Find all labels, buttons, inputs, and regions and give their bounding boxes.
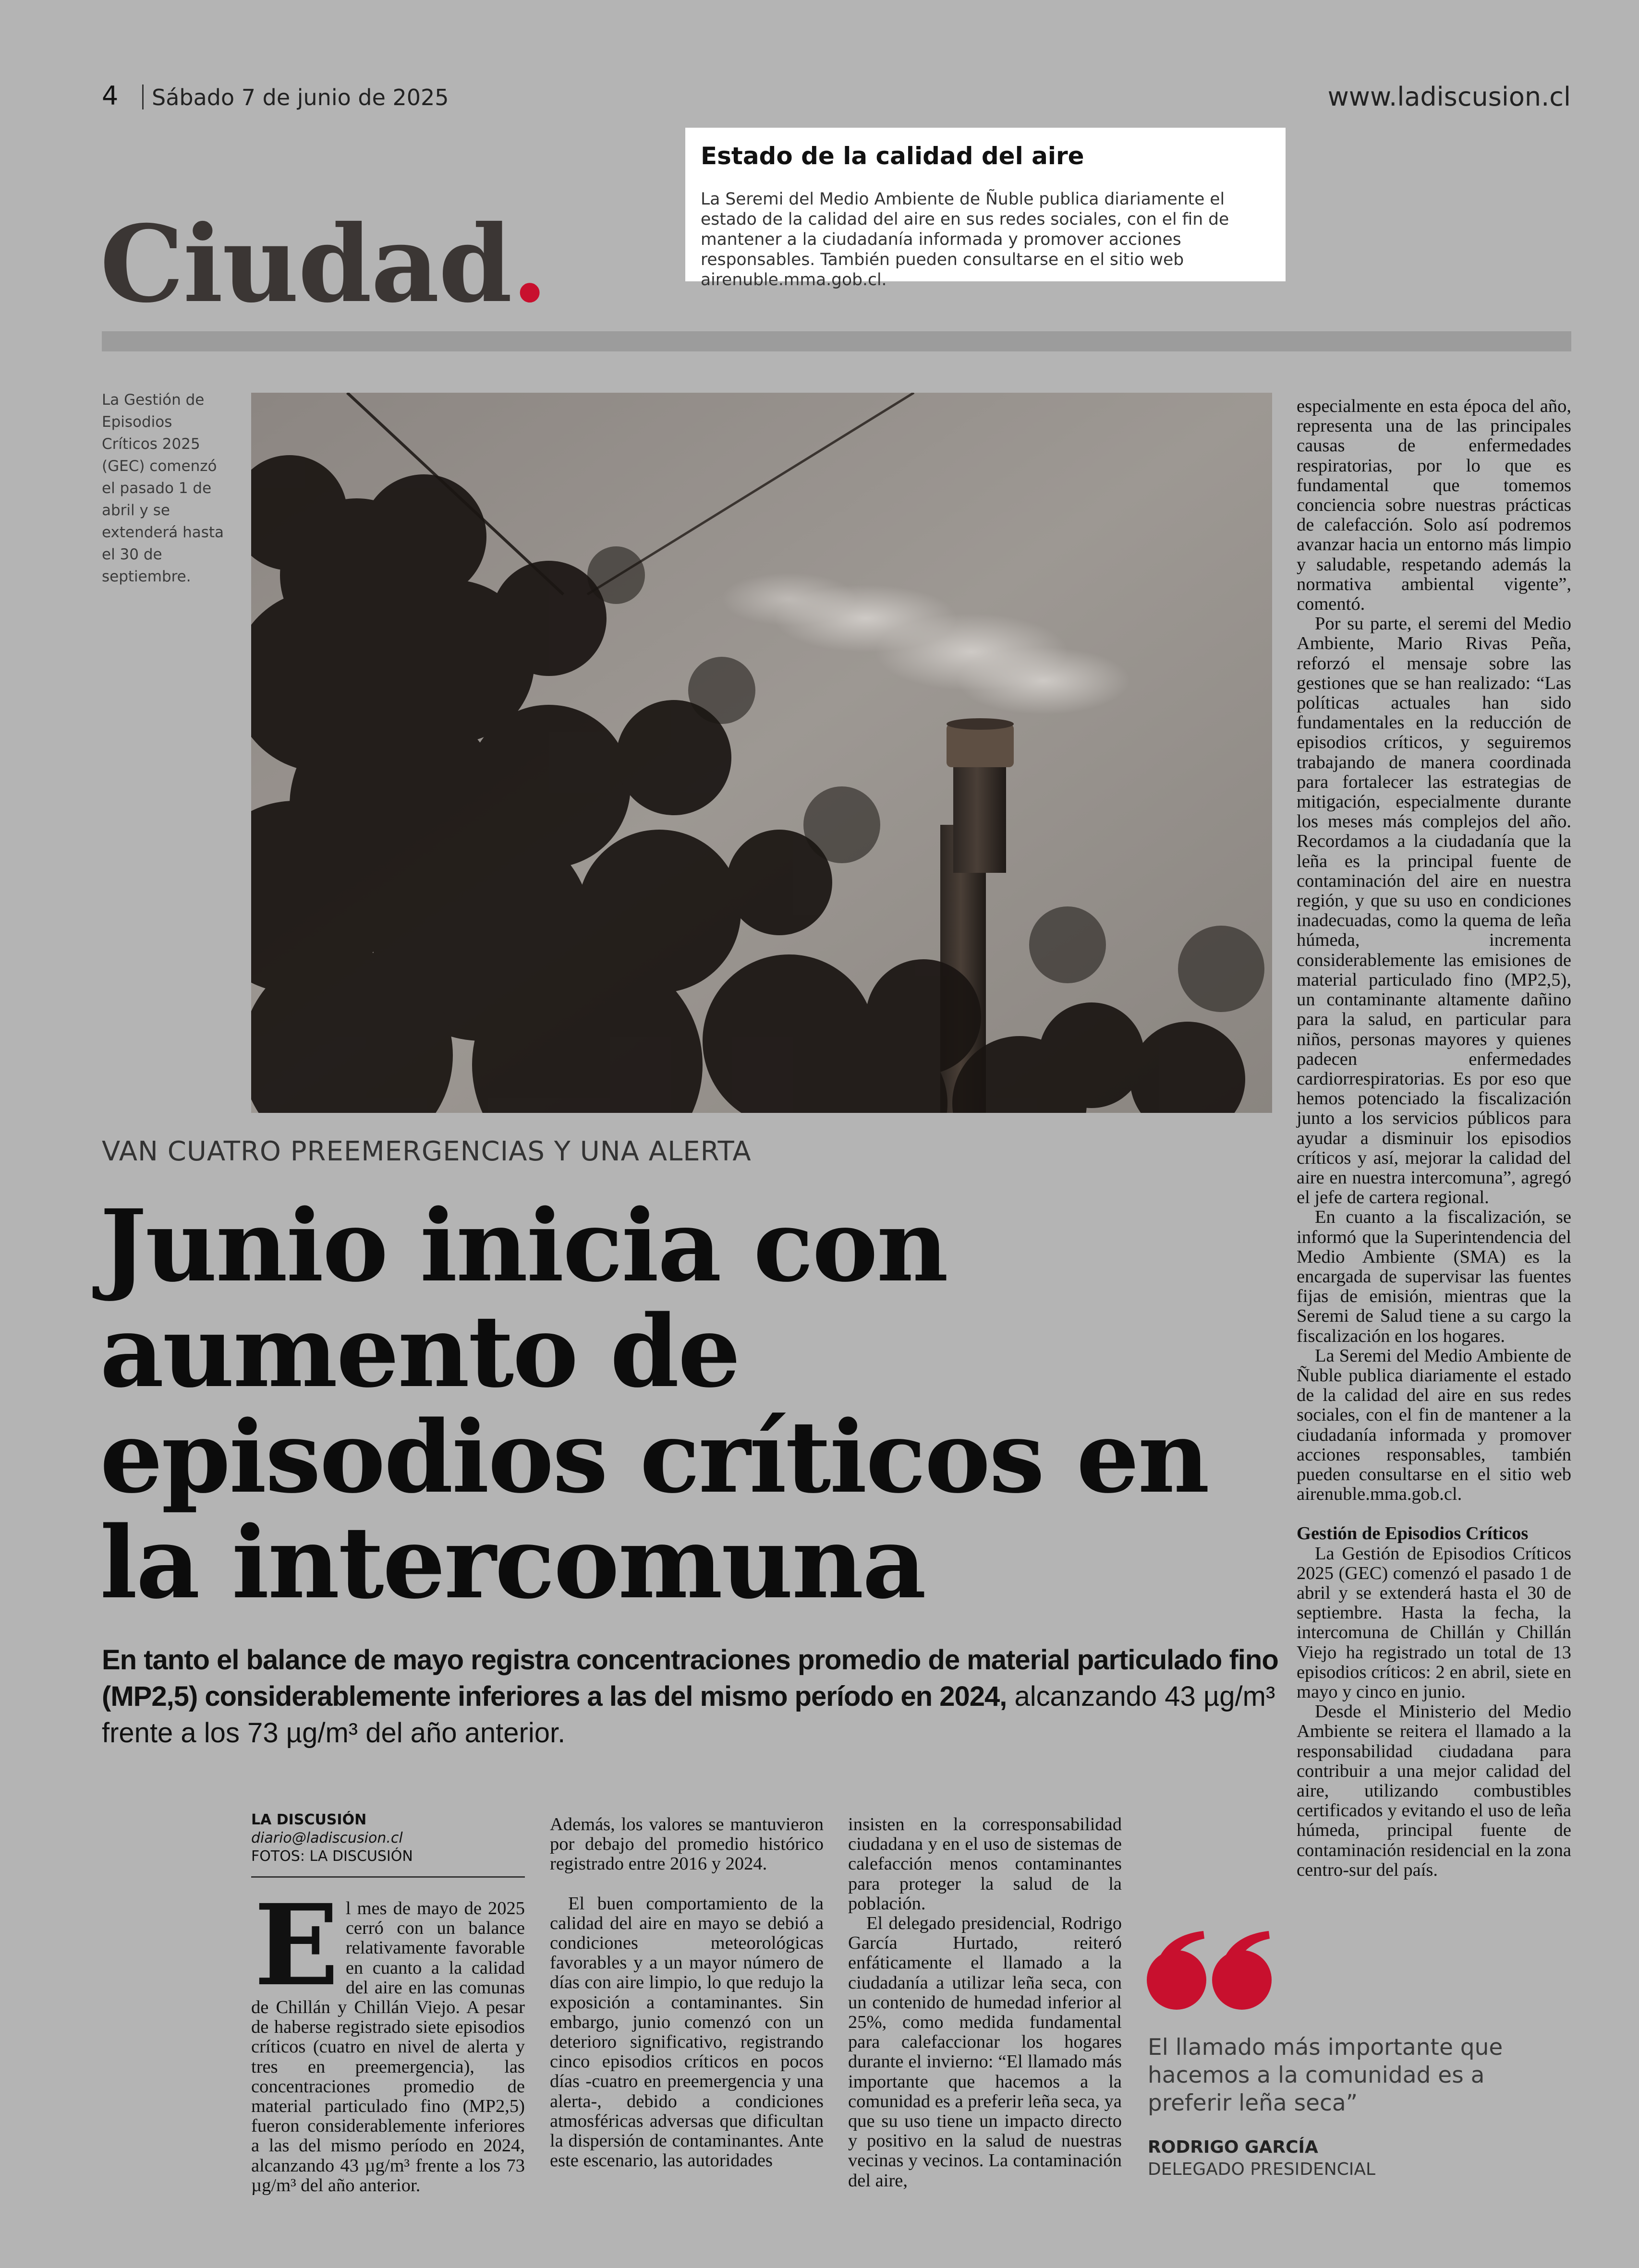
info-box <box>685 128 1286 290</box>
article-column-2 <box>550 1815 824 2171</box>
section-rule <box>102 331 1571 351</box>
article-kicker: VAN CUATRO PREEMERGENCIAS Y UNA ALERTA <box>102 1136 752 1167</box>
section-title <box>100 202 547 326</box>
article-column-1 <box>251 1880 525 2196</box>
deck-regular: alcanzando 43 µg/m³ frente a los 73 µg/m³ del año anterior. <box>102 1681 1275 1749</box>
article-deck <box>102 1642 1283 1751</box>
byline-photos: FOTOS: LA DISCUSIÓN <box>251 1848 413 1865</box>
article-column-4 <box>1297 397 1571 1880</box>
chimney-smoke-photo <box>251 393 1272 1113</box>
issue-date: Sábado 7 de junio de 2025 <box>152 84 449 110</box>
article-column-3 <box>848 1815 1122 2191</box>
col4-paragraph-2: Por su parte, el seremi del Medio Ambiente, Mario Rivas Peña, reforzó el mensaje sobre las gestiones que se han realizado: “Las políticas actuales han sido fundamentales en la reducción de episodios críticos, y seguiremos trabajando de manera coordinada para fortalecer las estrategias de mitigación, especialmente durante los meses más complejos del año. Recordamos a la ciudadanía que la leña es la principal fuente de contaminación del aire en nuestra región, y que su uso en condiciones inadecuadas, como la quema de leña húmeda, incrementa considerablemente las emisiones de material particulado fino (MP2,5), un contaminante altamente dañino para la salud, en particular para niños, personas mayores y quienes padecen enfermedades cardiorrespiratorias. Es por eso que hemos potenciado la fiscalización junto a los servicios públicos para ayudar a disminuir los episodios críticos y así, mejorar la calidad del aire en nuestra intercomuna”, agregó el jefe de cartera regional. <box>1297 614 1571 1208</box>
byline <box>251 1811 525 1866</box>
header-divider <box>142 84 144 109</box>
col2-paragraph-2: El buen comportamiento de la calidad del aire en mayo se debió a condiciones meteorológicas favorables y a un mayor número de días con aire limpio, lo que redujo la exposición a contaminantes. Sin embargo, junio comenzó con un deterioro significativo, registrando cinco episodios críticos en pocos días -cuatro en preemergencia y una alerta-, debido a condiciones atmosféricas adversas que dificultan la dispersión de contaminantes. Ante este escenario, las autoridades <box>550 1893 824 2171</box>
col1-paragraph: l mes de mayo de 2025 cerró con un balance relativamente favorable en cuanto a la calidad del aire en las comunas de Chillán y Chillán Viejo. A pesar de haberse registrado siete episodios críticos (cuatro en nivel de alerta y tres en preemergencia), las concentraciones promedio de material particulado fino (MP2,5) fueron considerablemente inferiores a las del mismo período en 2024, alcanzando 43 µg/m³ frente a los 73 µg/m³ del año anterior. <box>251 1898 525 2196</box>
byline-rule <box>251 1876 525 1878</box>
col4-paragraph-1: especialmente en esta época del año, representa una de las principales causas de enfermedades respiratorias, por lo que es fundamental que tomemos conciencia sobre nuestras prácticas de calefacción. Solo así podremos avanzar hacia un entorno más limpio y saludable, respetando además la normativa ambiental vigente”, comentó. <box>1297 396 1571 615</box>
info-box-title: Estado de la calidad del aire <box>701 142 1084 170</box>
pull-quote-role: DELEGADO PRESIDENCIAL <box>1148 2159 1376 2179</box>
byline-author: LA DISCUSIÓN <box>251 1811 367 1828</box>
byline-email[interactable]: diario@ladiscusion.cl <box>251 1830 403 1846</box>
deck-bold: En tanto el balance de mayo registra concentraciones promedio de material particulado fino (MP2,5) considerablemente inferiores a las del mismo período en 2024, <box>102 1644 1278 1712</box>
pull-quote-name: RODRIGO GARCÍA <box>1148 2137 1318 2157</box>
drop-cap: E <box>254 1880 339 2011</box>
article-headline: Junio inicia con aumento de episodios críticos en la intercomuna <box>100 1188 1209 1621</box>
col4-paragraph-5: La Gestión de Episodios Críticos 2025 (GEC) comenzó el pasado 1 de abril y se extenderá hasta el 30 de septiembre. Hasta la fecha, la intercomuna de Chillán y Chillán Viejo ha registrado un total de 13 episodios críticos: 2 en abril, siete en mayo y cinco en junio. <box>1297 1543 1571 1702</box>
pull-quote-text: El llamado más importante que hacemos a la comunidad es a preferir leña seca” <box>1148 2034 1503 2116</box>
section-dot: . <box>511 202 547 326</box>
col3-paragraph-2: El delegado presidencial, Rodrigo García Hurtado, reiteró enfáticamente el llamado a la ciudadanía a utilizar leña seca, con un contenido de humedad inferior al 25%, como medida fundamental para calefaccionar los hogares durante el invierno: “El llamado más importante que hacemos a la comunidad es a preferir leña seca, ya que su uso tiene un impacto directo y positivo en la salud de nuestras vecinas y vecinos. La contaminación del aire, <box>848 1913 1122 2191</box>
photo-caption: La Gestión de Episodios Críticos 2025 (GEC) comenzó el pasado 1 de abril y se extenderá hasta el 30 de septiembre. <box>102 391 224 585</box>
col4-paragraph-4: La Seremi del Medio Ambiente de Ñuble publica diariamente el estado de la calidad del aire en sus redes sociales, con el fin de mantener a la ciudadanía informada y promover acciones responsables, también pueden consultarse en el sitio web airenuble.mma.gob.cl. <box>1297 1345 1571 1505</box>
section-name: Ciudad <box>100 202 511 326</box>
col4-paragraph-3: En cuanto a la fiscalización, se informó que la Superintendencia del Medio Ambiente (SMA) es la encargada de supervisar las fuentes fijas de emisión, mientras que la Seremi de Salud tiene a su cargo la fiscalización en los hogares. <box>1297 1207 1571 1346</box>
info-box-text: La Seremi del Medio Ambiente de Ñuble publica diariamente el estado de la calidad del aire en sus redes sociales, con el fin de mantener a la ciudadanía informada y promover acciones responsables. También pueden consultarse en el sitio web airenuble.mma.gob.cl. <box>701 190 1229 290</box>
quote-mark-icon <box>1147 1930 1274 2012</box>
col3-paragraph-1: insisten en la corresponsabilidad ciudadana y en el uso de sistemas de calefacción menos contaminantes para proteger la salud de la población. <box>848 1814 1122 1914</box>
col2-paragraph-1: Además, los valores se mantuvieron por debajo del promedio histórico registrado entre 2016 y 2024. <box>550 1814 824 1874</box>
website-link[interactable]: www.ladiscusion.cl <box>1327 82 1571 112</box>
col4-paragraph-6: Desde el Ministerio del Medio Ambiente se reitera el llamado a la responsabilidad ciudadana para contribuir a una mejor calidad del aire, utilizando combustibles certificados y evitando el uso de leña húmeda, principal fuente de contaminación residencial en la zona centro-sur del país. <box>1297 1701 1571 1880</box>
col4-subheading: Gestión de Episodios Críticos <box>1297 1523 1529 1544</box>
page-number: 4 <box>102 81 119 111</box>
